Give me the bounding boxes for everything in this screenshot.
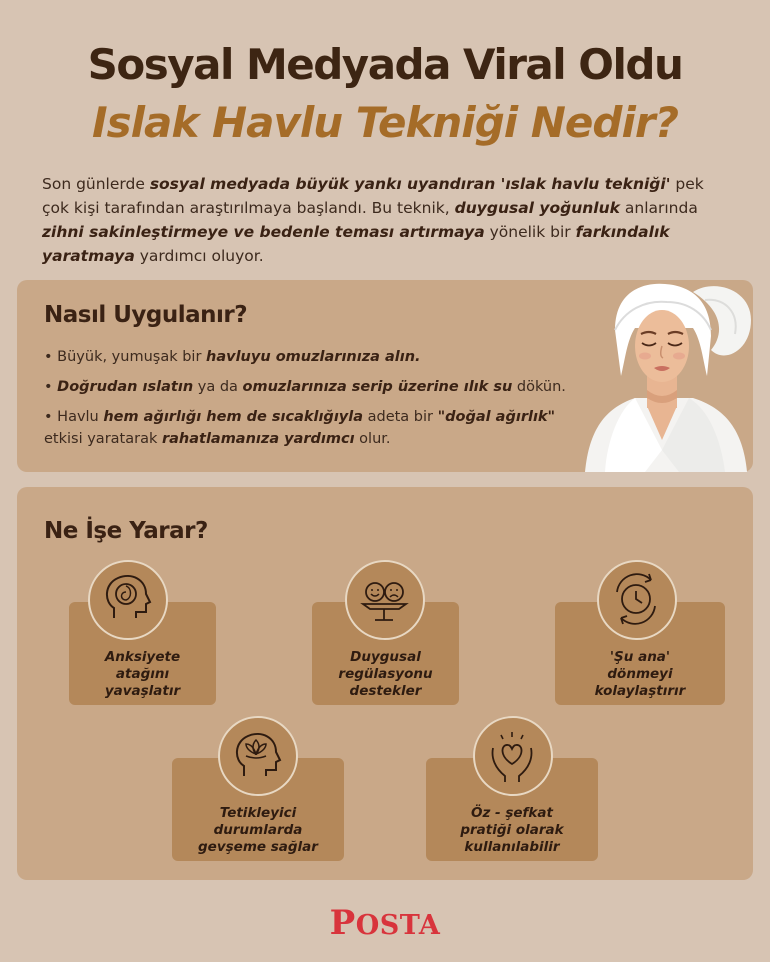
hands-heart-icon	[473, 716, 553, 796]
logo-initial: P	[329, 903, 356, 943]
headline: Sosyal Medyada Viral Oldu	[87, 40, 683, 89]
item-text: • Büyük, yumuşak bir	[44, 349, 207, 365]
label-line: Tetikleyici	[219, 805, 297, 821]
label-line: regülasyonu	[338, 666, 433, 682]
benefit-label	[172, 805, 344, 856]
item-text: • Havlu	[44, 409, 104, 425]
intro-text: pek çok kişi tarafından araştırılmaya başlandı. Bu teknik,	[42, 175, 704, 217]
item-emphasis: Doğrudan ıslatın	[57, 379, 194, 395]
intro-text: yönelik bir	[484, 223, 576, 241]
item-text: dökün.	[512, 379, 566, 395]
emotion-balance-icon	[345, 560, 425, 640]
benefit-label	[69, 649, 216, 700]
intro-emphasis: farkındalık yaratmaya	[42, 223, 670, 265]
item-text: olur.	[354, 431, 391, 447]
intro-paragraph	[42, 172, 732, 268]
intro-text: yardımcı oluyor.	[134, 247, 264, 265]
label-line: destekler	[349, 683, 422, 699]
item-emphasis: hem ağırlığı hem de sıcaklığıyla	[103, 409, 363, 425]
intro-emphasis: zihni sakinleştirmeye ve bedenle teması artırmaya	[42, 223, 485, 241]
label-line: Duygusal	[350, 649, 421, 665]
label-line: atağını	[115, 666, 170, 682]
how-to-item	[44, 376, 604, 398]
item-text: •	[44, 379, 58, 395]
benefit-label	[312, 649, 459, 700]
label-line: Anksiyete	[104, 649, 181, 665]
item-emphasis: rahatlamanıza yardımcı	[161, 431, 355, 447]
label-line: durumlarda	[213, 822, 303, 838]
label-line: gevşeme sağlar	[198, 839, 318, 855]
label-line: 'Şu ana'	[609, 649, 671, 665]
label-line: Öz - şefkat	[471, 805, 553, 821]
how-to-title: Nasıl Uygulanır?	[44, 302, 248, 328]
benefit-label	[426, 805, 598, 856]
woman-towel-illustration	[575, 280, 753, 472]
how-to-item	[44, 346, 604, 368]
intro-emphasis: duygusal yoğunluk	[454, 199, 620, 217]
item-text: adeta bir	[363, 409, 438, 425]
label-line: kolaylaştırır	[594, 683, 686, 699]
benefits-title: Ne İşe Yarar?	[44, 518, 208, 544]
intro-text: Son günlerde	[42, 175, 150, 193]
item-emphasis: havluyu omuzlarınıza alın.	[206, 349, 421, 365]
posta-logo	[0, 903, 770, 943]
label-line: dönmeyi	[607, 666, 673, 682]
label-line: pratiği olarak	[460, 822, 564, 838]
intro-emphasis: sosyal medyada büyük yankı uyandıran 'ıslak havlu tekniği'	[149, 175, 671, 193]
how-to-item	[44, 406, 604, 450]
intro-text: anlarında	[619, 199, 698, 217]
head-lotus-icon	[218, 716, 298, 796]
item-emphasis: "doğal ağırlık"	[437, 409, 556, 425]
head-swirl-icon	[88, 560, 168, 640]
label-line: kullanılabilir	[464, 839, 560, 855]
item-text: etkisi yaratarak	[44, 431, 162, 447]
logo-rest: OSTA	[355, 910, 441, 941]
item-emphasis: omuzlarınıza serip üzerine ılık su	[242, 379, 513, 395]
subheadline: Islak Havlu Tekniği Nedir?	[92, 98, 678, 147]
item-text: ya da	[193, 379, 243, 395]
benefit-label	[555, 649, 725, 700]
label-line: yavaşlatır	[104, 683, 181, 699]
how-to-list	[44, 346, 604, 458]
clock-icon	[597, 560, 677, 640]
